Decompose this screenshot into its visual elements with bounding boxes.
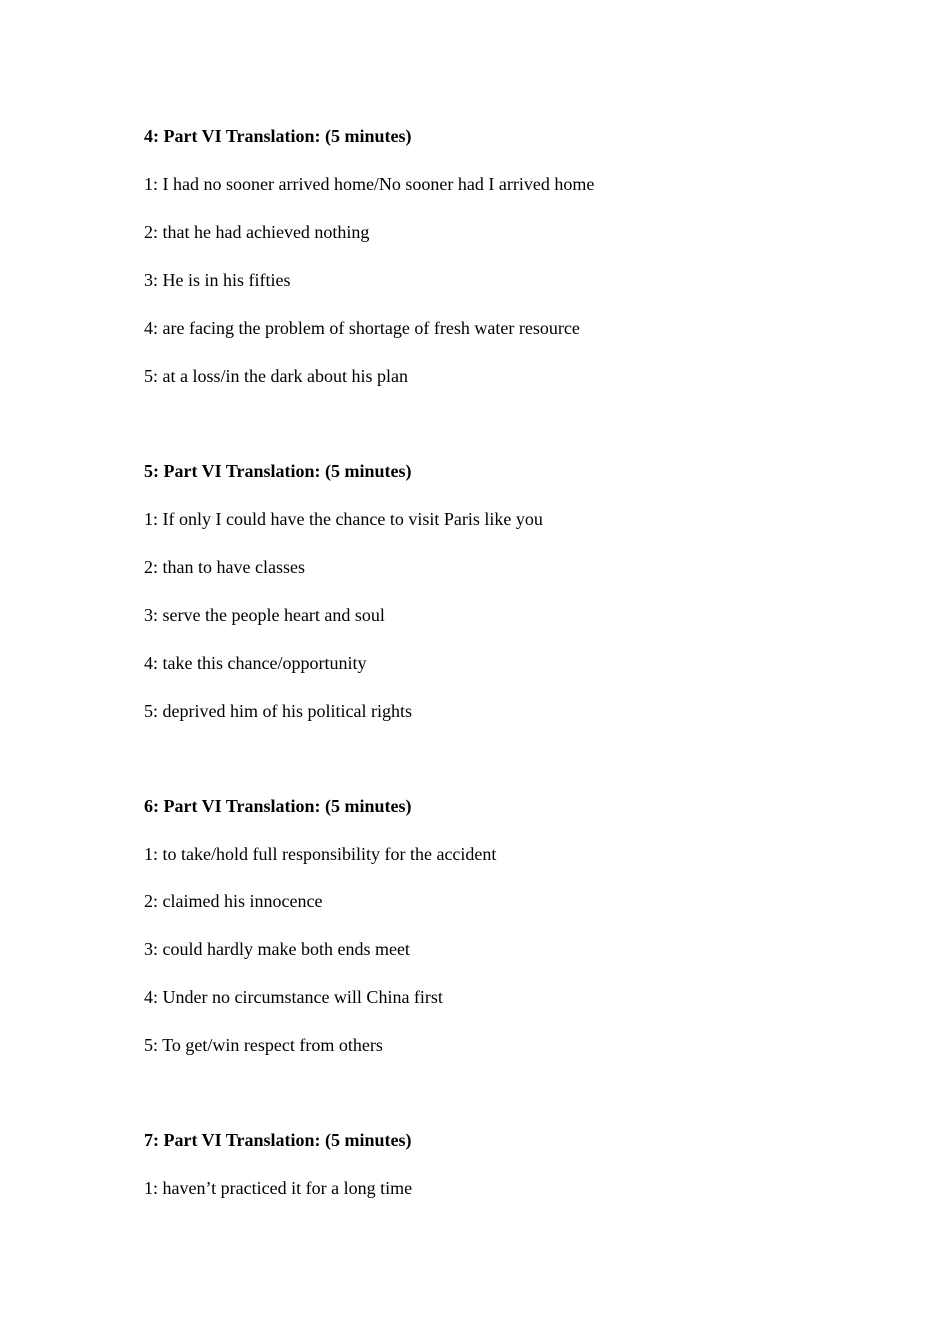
answer-line: 4: take this chance/opportunity [144, 653, 367, 673]
answer-line: 2: that he had achieved nothing [144, 222, 370, 242]
answer-line: 4: Under no circumstance will China first [144, 987, 443, 1007]
answer-line: 4: are facing the problem of shortage of fresh water resource [144, 318, 580, 338]
answer-line: 2: than to have classes [144, 557, 305, 577]
answer-line: 1: If only I could have the chance to visit Paris like you [144, 509, 543, 529]
answer-line: 1: haven’t practiced it for a long time [144, 1178, 413, 1198]
section-heading: 5: Part VI Translation: (5 minutes) [144, 461, 412, 481]
section-heading: 6: Part VI Translation: (5 minutes) [144, 796, 412, 816]
answer-line: 2: claimed his innocence [144, 891, 323, 911]
section-heading: 4: Part VI Translation: (5 minutes) [144, 126, 412, 146]
answer-line: 1: to take/hold full responsibility for the accident [144, 844, 497, 864]
section-heading: 7: Part VI Translation: (5 minutes) [144, 1130, 412, 1150]
answer-line: 5: deprived him of his political rights [144, 701, 412, 721]
answer-line: 1: I had no sooner arrived home/No sooner had I arrived home [144, 174, 595, 194]
answer-line: 3: could hardly make both ends meet [144, 939, 410, 959]
answer-line: 3: He is in his fifties [144, 270, 291, 290]
answer-line: 5: at a loss/in the dark about his plan [144, 366, 408, 386]
answer-line: 3: serve the people heart and soul [144, 605, 385, 625]
answer-line: 5: To get/win respect from others [144, 1035, 383, 1055]
